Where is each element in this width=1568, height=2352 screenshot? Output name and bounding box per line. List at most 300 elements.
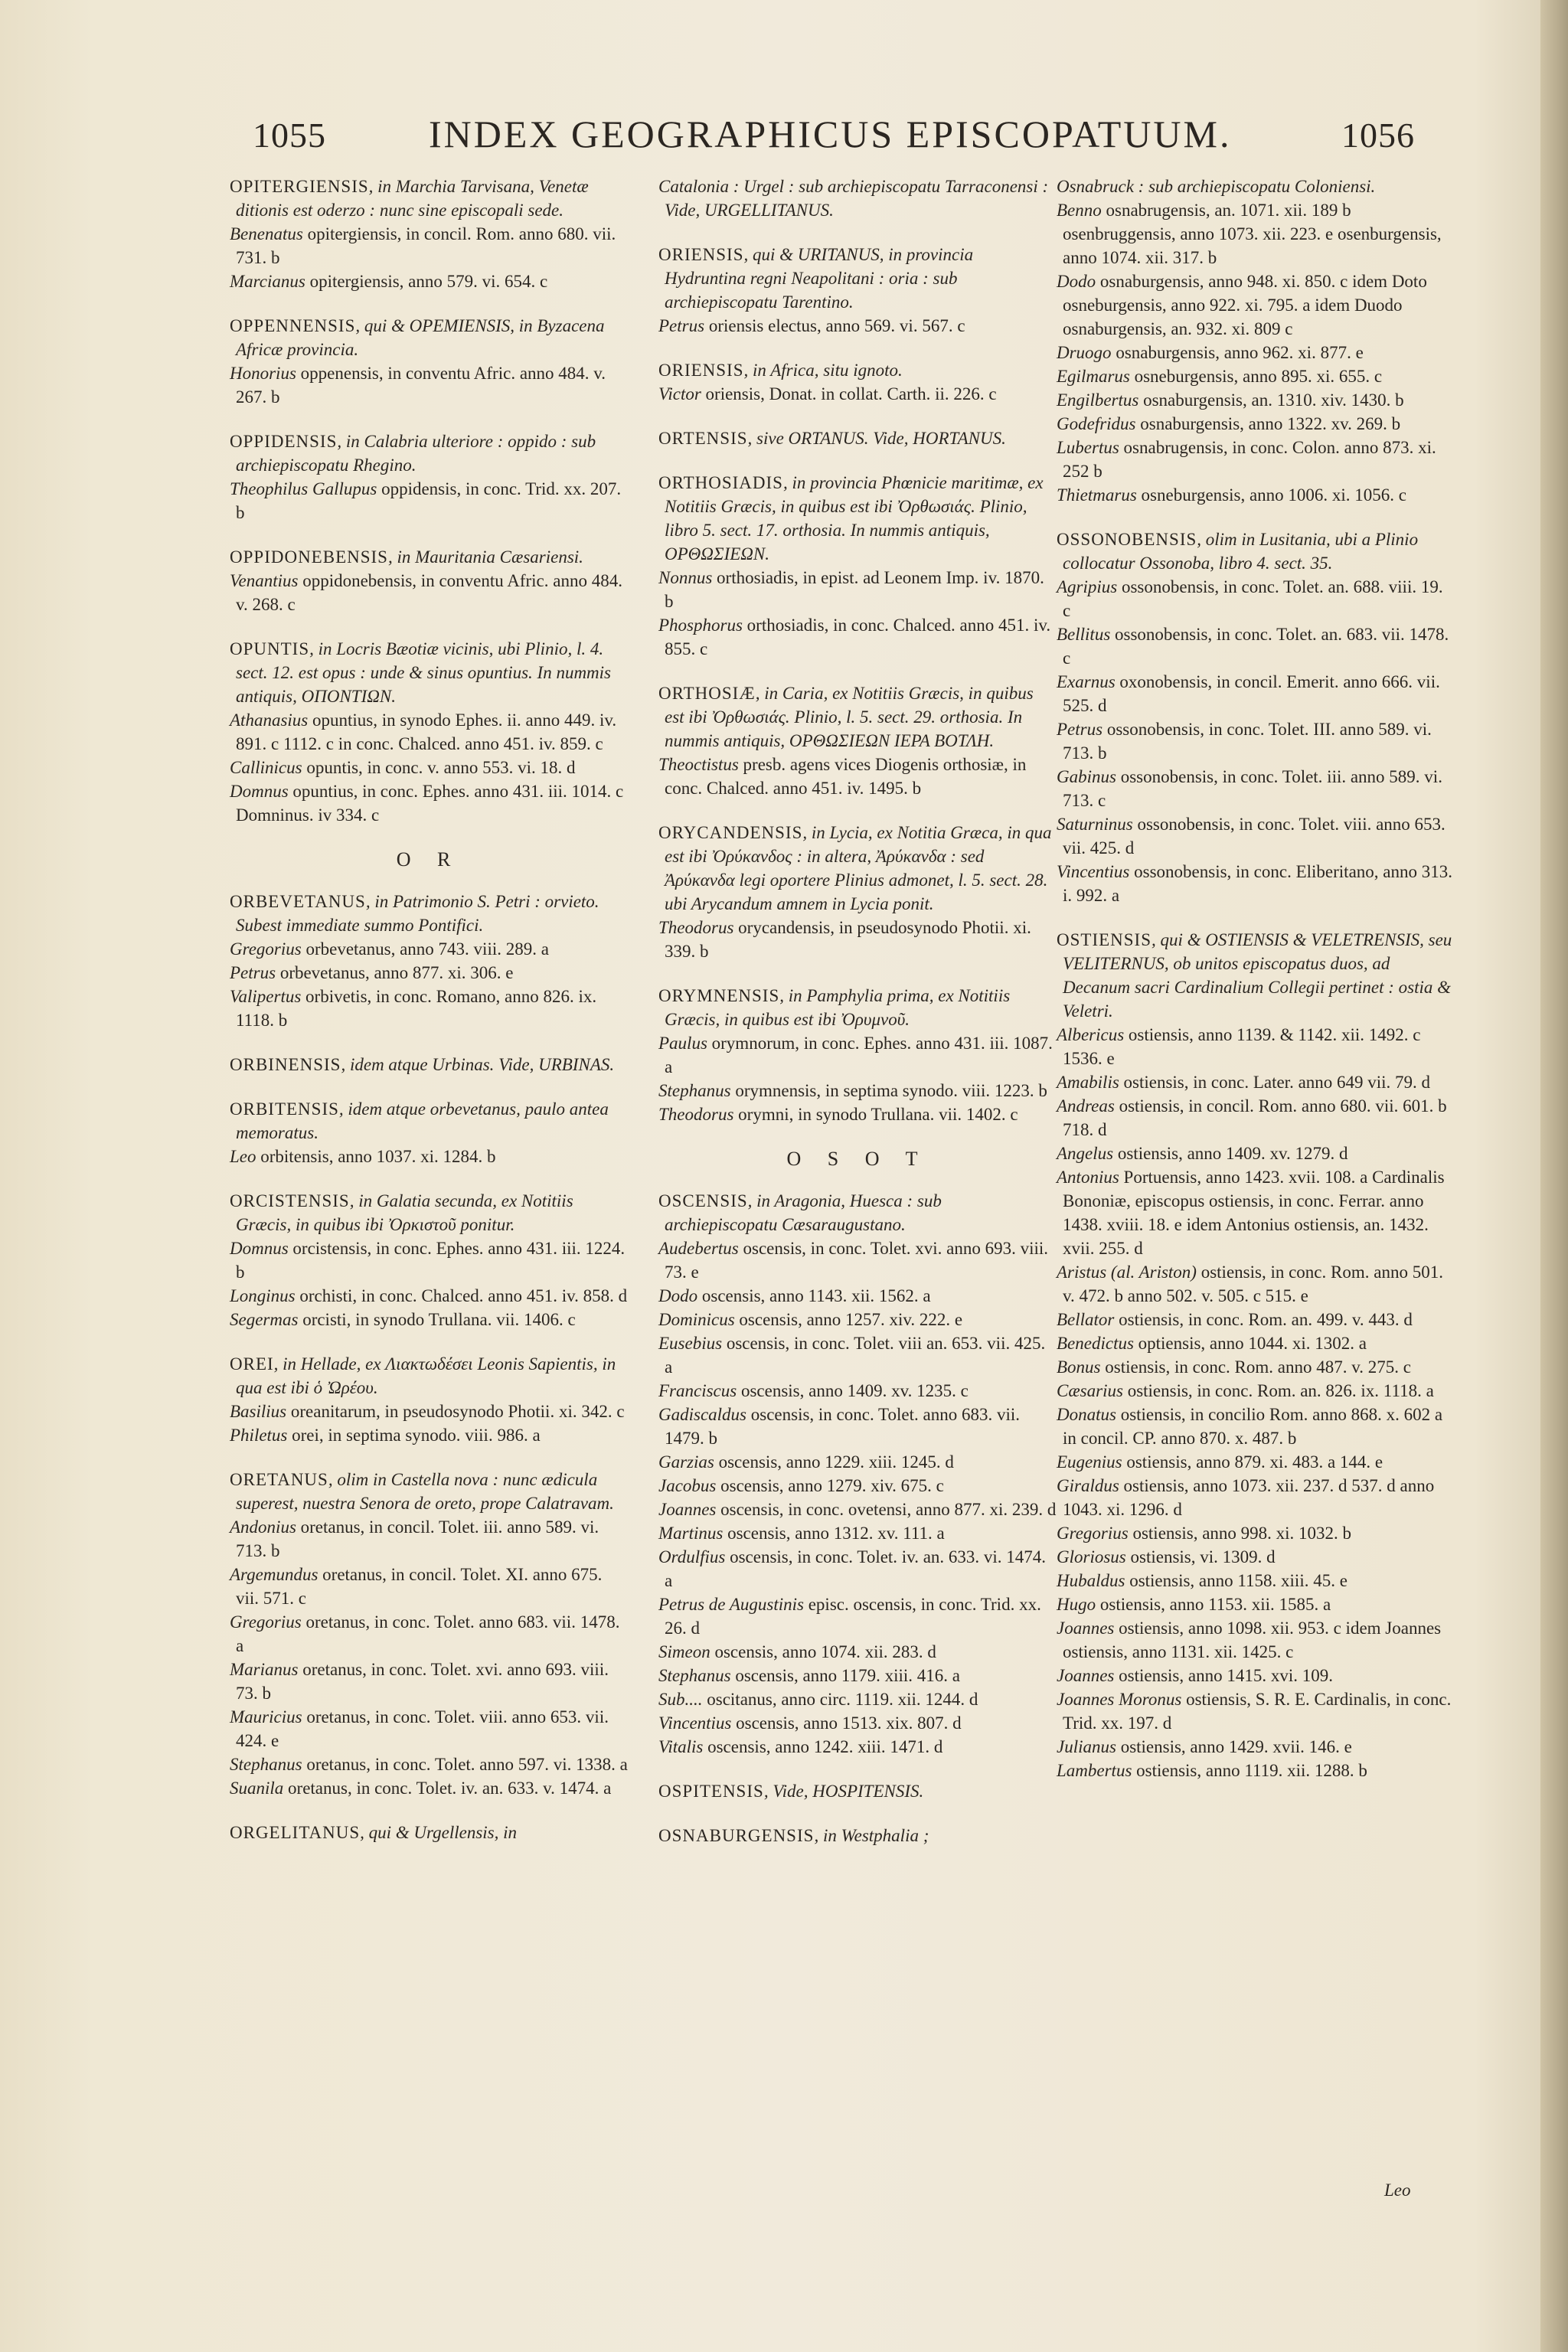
bishop-name: Marcianus [230, 272, 305, 291]
page-number-right: 1056 [1341, 116, 1415, 155]
bishop-line [230, 1400, 628, 1423]
bishop-name: Dodo [1057, 272, 1096, 291]
bishop-line [1057, 198, 1455, 270]
bishop-line [230, 270, 628, 293]
index-entry [658, 471, 1057, 661]
bishop-reference: oriensis electus, anno 569. vi. 567. c [704, 316, 965, 335]
bishop-name: Saturninus [1057, 815, 1133, 834]
bishop-line [230, 1308, 628, 1331]
entry-heading [230, 1097, 628, 1145]
bishop-name: Joannes [658, 1500, 717, 1519]
see-description: , qui & OSTIENSIS & VELETRENSIS, seu VELITERNUS, ob unitos episcopatus duos, ad Decanum sacri Cardinalium Collegii pertinet : ostia & Veletri. [1063, 930, 1452, 1021]
see-description: , in Lycia, ex Notitia Græca, in qua est ibi Ὀρύκανδος : in altera, Ἀρύκανδα : sed Ἀρύκανδα legi oportere Plinius admonet, l. 5. sect. 28. ubi Arycandum amnem in Lycia ponit. [665, 823, 1052, 913]
bishop-line [658, 1498, 1057, 1521]
bishop-name: Vitalis [658, 1737, 704, 1756]
see-description: , in Westphalia ; [814, 1826, 929, 1845]
index-entry [230, 1352, 628, 1447]
bishop-name: Petrus [1057, 720, 1103, 739]
bishop-line [1057, 1474, 1455, 1521]
bishop-line [1057, 1569, 1455, 1592]
entry-heading [658, 681, 1057, 753]
bishop-name: Domnus [230, 1239, 289, 1258]
bishop-line [658, 1308, 1057, 1331]
bishop-name: Valipertus [230, 987, 302, 1006]
bishop-name: Callinicus [230, 758, 302, 777]
bishop-name: Stephanus [658, 1081, 731, 1100]
see-name: ORTENSIS [658, 429, 748, 448]
bishop-name: Bellator [1057, 1310, 1115, 1329]
bishop-reference: oretanus, in concil. Tolet. XI. anno 675. vii. 571. c [236, 1565, 603, 1608]
bishop-line [230, 708, 628, 756]
see-description: , qui & Urgellensis, in [360, 1823, 518, 1842]
bishop-name: Angelus [1057, 1144, 1114, 1163]
index-entry [658, 984, 1057, 1126]
index-entry [658, 175, 1057, 222]
bishop-line [1057, 436, 1455, 483]
bishop-reference: ostiensis, in concilio Rom. anno 868. x. 602 a in concil. CP. anno 870. x. 487. b [1063, 1405, 1443, 1448]
index-entry [1057, 928, 1455, 1782]
bishop-reference: orbivetis, in conc. Romano, anno 826. ix. 1118. b [236, 987, 597, 1030]
bishop-line [1057, 860, 1455, 907]
bishop-reference: ostiensis, anno 1409. xv. 1279. d [1113, 1144, 1348, 1163]
bishop-line [658, 1403, 1057, 1450]
bishop-name: Benenatus [230, 224, 303, 243]
bishop-line [1057, 1592, 1455, 1616]
index-entry [658, 426, 1057, 450]
bishop-reference: orbevetanus, anno 877. xi. 306. e [276, 963, 514, 982]
see-name: ORTHOSIÆ [658, 684, 756, 703]
entry-heading [658, 426, 1057, 450]
bishop-name: Thietmarus [1057, 485, 1137, 505]
see-name: ORETANUS [230, 1470, 328, 1489]
entry-heading [230, 1468, 628, 1515]
bishop-reference: orchisti, in conc. Chalced. anno 451. iv. 858. d [295, 1286, 628, 1305]
bishop-name: Petrus [658, 316, 705, 335]
bishop-reference: orymnensis, in septima synodo. viii. 1223. b [730, 1081, 1047, 1100]
bishop-reference: oppidensis, in conc. Trid. xx. 207. b [236, 479, 622, 522]
bishop-name: Nonnus [658, 568, 713, 587]
entry-heading [658, 984, 1057, 1031]
entry-heading [230, 1352, 628, 1400]
bishop-reference: oreanitarum, in pseudosynodo Photii. xi. 342. c [286, 1402, 625, 1421]
bishop-line [230, 1658, 628, 1705]
entry-heading [658, 1189, 1057, 1236]
entry-heading [230, 1821, 628, 1844]
bishop-name: Aristus (al. Ariston) [1057, 1263, 1197, 1282]
bishop-line [658, 1284, 1057, 1308]
bishop-line [658, 1331, 1057, 1379]
bishop-reference: orthosiadis, in epist. ad Leonem Imp. iv. 1870. b [665, 568, 1044, 611]
bishop-reference: ostiensis, anno 1415. xvi. 109. [1114, 1666, 1333, 1685]
bishop-reference: ostiensis, anno 1119. xii. 1288. b [1132, 1761, 1367, 1780]
bishop-reference: ostiensis, anno 998. xi. 1032. b [1128, 1524, 1352, 1543]
bishop-name: Andreas [1057, 1096, 1115, 1116]
index-entry [658, 1779, 1057, 1803]
see-name: OPUNTIS [230, 639, 310, 658]
see-name: OSSONOBENSIS [1057, 530, 1197, 549]
bishop-name: Druogo [1057, 343, 1112, 362]
bishop-name: Longinus [230, 1286, 296, 1305]
section-divider: O S O T [786, 1148, 929, 1170]
entry-heading [230, 545, 628, 569]
bishop-reference: ossonobensis, in conc. Tolet. viii. anno 653. vii. 425. d [1063, 815, 1446, 858]
bishop-reference: ossonobensis, in conc. Tolet. III. anno 589. vi. 713. b [1063, 720, 1432, 763]
index-entry [658, 1824, 1057, 1847]
bishop-line [1057, 1308, 1455, 1331]
bishop-name: Eusebius [658, 1334, 723, 1353]
bishop-name: Egilmarus [1057, 367, 1130, 386]
bishop-reference: ostiensis, anno 1153. xii. 1585. a [1096, 1595, 1331, 1614]
bishop-name: Petrus de Augustinis [658, 1595, 804, 1614]
bishop-reference: ossonobensis, in conc. Tolet. an. 688. viii. 19. c [1063, 577, 1443, 620]
bishop-reference: oretanus, in conc. Tolet. viii. anno 653. vii. 424. e [236, 1707, 609, 1750]
see-name: ORGELITANUS [230, 1823, 361, 1842]
bishop-line [658, 613, 1057, 661]
entry-heading [230, 175, 628, 222]
bishop-line [1057, 1379, 1455, 1403]
bishop-reference: opuntius, in synodo Ephes. ii. anno 449. iv. 891. c 1112. c in conc. Chalced. anno 451. iv. 859. c [236, 710, 617, 753]
bishop-reference: opuntis, in conc. v. anno 553. vi. 18. d [302, 758, 576, 777]
bishop-line [658, 566, 1057, 613]
bishop-reference: orcisti, in synodo Trullana. vii. 1406. c [298, 1310, 576, 1329]
index-entry [230, 545, 628, 616]
bishop-name: Stephanus [230, 1755, 302, 1774]
bishop-name: Argemundus [230, 1565, 318, 1584]
see-description: , qui & URITANUS, in provincia Hydruntina regni Neapolitani : oria : sub archiepiscopatu Tarentino. [665, 245, 974, 312]
bishop-name: Joannes [1057, 1666, 1115, 1685]
bishop-name: Gregorius [230, 1612, 302, 1632]
bishop-line [658, 1079, 1057, 1102]
entry-heading [658, 1779, 1057, 1803]
entry-heading [658, 821, 1057, 916]
bishop-line [658, 1474, 1057, 1498]
bishop-line [658, 1640, 1057, 1664]
bishop-line [658, 1521, 1057, 1545]
see-description: , in Hellade, ex Λιακτωδέσει Leonis Sapientis, in qua est ibi ὁ Ὠρέου. [236, 1354, 616, 1397]
bishop-name: Ordulfius [658, 1547, 726, 1566]
bishop-reference: oretanus, in concil. Tolet. iii. anno 589. vi. 713. b [236, 1517, 599, 1560]
bishop-name: Dominicus [658, 1310, 735, 1329]
bishop-line [1057, 412, 1455, 436]
bishop-line [230, 1753, 628, 1776]
bishop-reference: ostiensis, in conc. Rom. anno 501. v. 472. b anno 502. v. 505. c 515. e [1063, 1263, 1443, 1305]
see-name: OPPIDONEBENSIS [230, 547, 388, 567]
see-description: , in Patrimonio S. Petri : orvieto. Subest immediate summo Pontifici. [236, 892, 599, 935]
bishop-line [230, 1423, 628, 1447]
bishop-reference: osnaburgensis, anno 962. xi. 877. e [1111, 343, 1364, 362]
page-number-left: 1055 [253, 116, 326, 155]
bishop-line [230, 361, 628, 409]
bishop-line [658, 1236, 1057, 1284]
bishop-line [1057, 270, 1455, 341]
bishop-line [1057, 812, 1455, 860]
index-entry [230, 1468, 628, 1800]
index-entry [658, 243, 1057, 338]
see-description: , in Caria, ex Notitiis Græcis, in quibus est ibi Ὀρθωσιάς. Plinio, l. 5. sect. 29. orthosia. In nummis antiquis, ΟΡΘΩΣΙΕΩΝ ΙΕΡΑ ΒΟΤΛΗ. [665, 684, 1034, 750]
bishop-name: Antonius [1057, 1168, 1119, 1187]
bishop-reference: osneburgensis, anno 1006. xi. 1056. c [1136, 485, 1407, 505]
bishop-name: Agripius [1057, 577, 1118, 596]
bishop-line [1057, 765, 1455, 812]
bishop-name: Exarnus [1057, 672, 1116, 691]
bishop-reference: oscensis, anno 1279. xiv. 675. c [716, 1476, 944, 1495]
bishop-line [658, 1711, 1057, 1735]
see-name: ORIENSIS [658, 245, 744, 264]
bishop-name: Mauricius [230, 1707, 302, 1726]
bishop-name: Phosphorus [658, 616, 743, 635]
bishop-line [1057, 1331, 1455, 1355]
see-name: OSCENSIS [658, 1191, 748, 1210]
bishop-reference: ostiensis, in conc. Later. anno 649 vii. 79. d [1119, 1073, 1431, 1092]
bishop-line [658, 1592, 1057, 1640]
bishop-name: Simeon [658, 1642, 710, 1661]
bishop-line [230, 1236, 628, 1284]
bishop-reference: oscensis, in conc. Tolet. anno 683. vii. 1479. b [665, 1405, 1020, 1448]
see-name: OPITERGIENSIS [230, 177, 369, 196]
see-description: , in Marchia Tarvisana, Venetæ ditionis est oderzo : nunc sine episcopali sede. [236, 177, 589, 220]
bishop-name: Stephanus [658, 1666, 731, 1685]
bishop-reference: ostiensis, anno 1073. xii. 237. d 537. d anno 1043. xi. 1296. d [1063, 1476, 1435, 1519]
bishop-line [1057, 364, 1455, 388]
bishop-reference: oscensis, in conc. Tolet. iv. an. 633. vi. 1474. a [665, 1547, 1047, 1590]
bishop-reference: opitergiensis, in concil. Rom. anno 680. vii. 731. b [236, 224, 616, 267]
bishop-reference: osnaburgensis, anno 1322. xv. 269. b [1135, 414, 1401, 433]
bishop-reference: oscensis, anno 1312. xv. 111. a [723, 1524, 945, 1543]
see-description: , in Aragonia, Huesca : sub archiepiscopatu Cæsaraugustano. [665, 1191, 942, 1234]
bishop-reference: oretanus, in conc. Tolet. anno 597. vi. 1338. a [302, 1755, 628, 1774]
entry-heading [230, 637, 628, 708]
bishop-name: Julianus [1057, 1737, 1116, 1756]
entry-heading [230, 1053, 628, 1076]
bishop-name: Bellitus [1057, 625, 1111, 644]
bishop-reference: oxonobensis, in concil. Emerit. anno 666. vii. 525. d [1063, 672, 1440, 715]
see-description: , sive ORTANUS. Vide, HORTANUS. [747, 429, 1006, 448]
see-description: , in Galatia secunda, ex Notitiis Græcis, in quibus ibi Ὀρκιστοῦ ponitur. [236, 1191, 573, 1234]
bishop-reference: presb. agens vices Diogenis orthosiæ, in conc. Chalced. anno 451. iv. 1495. b [665, 755, 1027, 798]
see-name: ORCISTENSIS [230, 1191, 350, 1210]
bishop-reference: oretanus, in conc. Tolet. xvi. anno 693. viii. 73. b [236, 1660, 609, 1703]
bishop-name: Domnus [230, 782, 289, 801]
bishop-line [1057, 1260, 1455, 1308]
see-description: , idem atque orbevetanus, paulo antea memoratus. [236, 1099, 609, 1142]
bishop-line [1057, 1094, 1455, 1142]
bishop-name: Benedictus [1057, 1334, 1134, 1353]
see-name: ORYMNENSIS [658, 986, 780, 1005]
index-entry [230, 890, 628, 1032]
bishop-name: Joannes Moronus [1057, 1690, 1182, 1709]
bishop-name: Philetus [230, 1426, 288, 1445]
see-name: ORBINENSIS [230, 1055, 341, 1074]
bishop-name: Honorius [230, 364, 296, 383]
bishop-line [230, 1776, 628, 1800]
bishop-reference: oscensis, in conc. ovetensi, anno 877. xi. 239. d [716, 1500, 1057, 1519]
bishop-name: Martinus [658, 1524, 724, 1543]
bishop-name: Cæsarius [1057, 1381, 1123, 1400]
bishop-line [658, 1450, 1057, 1474]
index-entry [230, 1821, 628, 1844]
bishop-reference: orycandensis, in pseudosynodo Photii. xi. 339. b [665, 918, 1031, 961]
bishop-line [658, 916, 1057, 963]
bishop-line [1057, 1735, 1455, 1759]
see-description: , in provincia Phœnicie maritimæ, ex Notitiis Græcis, in quibus est ibi Ὀρθωσιάς. Plinio, libro 5. sect. 17. orthosia. In nummis antiquis, ΟΡΘΩΣΙΕΩΝ. [665, 473, 1044, 564]
see-description: , Vide, HOSPITENSIS. [763, 1782, 924, 1801]
bishop-line [1057, 1687, 1455, 1735]
bishop-name: Suanila [230, 1779, 284, 1798]
bishop-reference: orbitensis, anno 1037. xi. 1284. b [256, 1147, 496, 1166]
bishop-reference: oscensis, in conc. Tolet. viii an. 653. vii. 425. a [665, 1334, 1046, 1377]
bishop-line [1057, 1616, 1455, 1664]
bishop-name: Marianus [230, 1660, 299, 1679]
index-entry [230, 314, 628, 409]
bishop-line [1057, 575, 1455, 622]
see-description: , in Africa, situ ignoto. [743, 361, 903, 380]
bishop-name: Andonius [230, 1517, 296, 1537]
bishop-reference: osneburgensis, anno 895. xi. 655. c [1129, 367, 1383, 386]
see-name: ORIENSIS [658, 361, 744, 380]
bishop-name: Athanasius [230, 710, 309, 730]
bishop-line [1057, 1521, 1455, 1545]
bishop-line [1057, 341, 1455, 364]
bishop-reference: oscensis, anno 1257. xiv. 222. e [734, 1310, 963, 1329]
bishop-name: Gadiscaldus [658, 1405, 746, 1424]
index-entry [230, 637, 628, 827]
bishop-reference: oscensis, anno 1409. xv. 1235. c [737, 1381, 969, 1400]
bishop-name: Albericus [1057, 1025, 1125, 1044]
see-description: , idem atque Urbinas. Vide, URBINAS. [341, 1055, 615, 1074]
bishop-line [230, 569, 628, 616]
bishop-line [1057, 1450, 1455, 1474]
index-entry [230, 1097, 628, 1168]
bishop-reference: oscensis, anno 1229. xiii. 1245. d [714, 1452, 954, 1472]
index-entry [658, 821, 1057, 963]
bishop-line [658, 382, 1057, 406]
bishop-name: Theoctistus [658, 755, 739, 774]
bishop-reference: optiensis, anno 1044. xi. 1302. a [1133, 1334, 1367, 1353]
bishop-line [230, 1610, 628, 1658]
bishop-line [230, 779, 628, 827]
index-entry [1057, 175, 1455, 507]
bishop-line [658, 1545, 1057, 1592]
bishop-name: Gloriosus [1057, 1547, 1126, 1566]
bishop-line [230, 477, 628, 524]
bishop-line [230, 961, 628, 985]
bishop-reference: ostiensis, anno 1098. xii. 953. c idem Joannes ostiensis, anno 1131. xii. 1425. c [1063, 1619, 1442, 1661]
bishop-name: Benno [1057, 201, 1102, 220]
bishop-name: Basilius [230, 1402, 287, 1421]
index-entry [658, 358, 1057, 406]
bishop-reference: oscensis, anno 1143. xii. 1562. a [697, 1286, 931, 1305]
bishop-name: Vincentius [658, 1713, 732, 1733]
bishop-name: Lambertus [1057, 1761, 1132, 1780]
bishop-line [230, 1284, 628, 1308]
bishop-line [1057, 1070, 1455, 1094]
page-title: INDEX GEOGRAPHICUS EPISCOPATUUM. [429, 113, 1232, 155]
see-name: ORBITENSIS [230, 1099, 339, 1119]
bishop-name: Lubertus [1057, 438, 1119, 457]
bishop-reference: oriensis, Donat. in collat. Carth. ii. 226. c [701, 384, 997, 403]
see-description: Osnabruck : sub archiepiscopatu Coloniensi. [1057, 177, 1376, 196]
bishop-line [230, 937, 628, 961]
bishop-reference: ostiensis, anno 879. xi. 483. a 144. e [1122, 1452, 1383, 1472]
see-description: Catalonia : Urgel : sub archiepiscopatu Tarraconensi : Vide, URGELLITANUS. [658, 177, 1049, 220]
bishop-reference: oretanus, in conc. Tolet. iv. an. 633. v. 1474. a [283, 1779, 612, 1798]
see-description: , in Pamphylia prima, ex Notitiis Græcis, in quibus est ibi Ὀρυμνοῦ. [665, 986, 1011, 1029]
entry-heading [1057, 175, 1455, 198]
entry-heading [230, 890, 628, 937]
bishop-reference: oscitanus, anno circ. 1119. xii. 1244. d [702, 1690, 978, 1709]
bishop-name: Giraldus [1057, 1476, 1119, 1495]
bishop-name: Victor [658, 384, 701, 403]
bishop-name: Leo [230, 1147, 256, 1166]
see-name: ORBEVETANUS [230, 892, 366, 911]
entry-heading [230, 1189, 628, 1236]
entry-heading [658, 1824, 1057, 1847]
bishop-reference: ostiensis, anno 1139. & 1142. xii. 1492. c 1536. e [1063, 1025, 1421, 1068]
bishop-line [230, 1705, 628, 1753]
entry-heading [1057, 528, 1455, 575]
bishop-reference: oscensis, anno 1074. xii. 283. d [710, 1642, 936, 1661]
entry-heading [658, 243, 1057, 314]
see-name: OSTIENSIS [1057, 930, 1152, 949]
bishop-line [658, 1102, 1057, 1126]
bishop-line [1057, 1023, 1455, 1070]
bishop-name: Audebertus [658, 1239, 739, 1258]
bishop-line [658, 1664, 1057, 1687]
bishop-reference: ostiensis, in conc. Rom. an. 826. ix. 1118. a [1122, 1381, 1434, 1400]
bishop-name: Joannes [1057, 1619, 1115, 1638]
bishop-line [1057, 1142, 1455, 1165]
bishop-name: Theodorus [658, 918, 734, 937]
bishop-reference: orbevetanus, anno 743. viii. 289. a [301, 939, 549, 959]
bishop-reference: oppenensis, in conventu Afric. anno 484. v. 267. b [236, 364, 606, 407]
index-entry [230, 1189, 628, 1331]
bishop-name: Theodorus [658, 1105, 734, 1124]
bishop-name: Franciscus [658, 1381, 737, 1400]
bishop-reference: ostiensis, vi. 1309. d [1125, 1547, 1276, 1566]
bishop-reference: ostiensis, in conc. Rom. anno 487. v. 275. c [1100, 1357, 1411, 1377]
bishop-line [1057, 717, 1455, 765]
see-description: , in Mauritania Cæsariensi. [387, 547, 583, 567]
bishop-line [1057, 622, 1455, 670]
see-description: , olim in Lusitania, ubi a Plinio collocatur Ossonoba, libro 4. sect. 35. [1063, 530, 1419, 573]
see-description: , in Locris Bæotiæ vicinis, ubi Plinio, l. 4. sect. 12. est opus : unde & sinus opuntius. In nummis antiquis, ΟΠΟΝΤΙΩΝ. [236, 639, 612, 706]
bishop-reference: ostiensis, anno 1429. xvii. 146. e [1116, 1737, 1352, 1756]
bishop-line [1057, 670, 1455, 717]
index-entry [1057, 528, 1455, 907]
column-3 [1057, 175, 1455, 1803]
column-2 [658, 175, 1057, 1868]
bishop-reference: opuntius, in conc. Ephes. anno 431. iii. 1014. c Domninus. iv 334. c [236, 782, 624, 825]
bishop-reference: episc. oscensis, in conc. Trid. xx. 26. d [665, 1595, 1041, 1638]
bishop-reference: oscensis, anno 1179. xiii. 416. a [730, 1666, 960, 1685]
bishop-line [230, 1515, 628, 1563]
see-name: OSPITENSIS [658, 1782, 764, 1801]
bishop-reference: osnabrugensis, an. 1071. xii. 189 b osenbruggensis, anno 1073. xii. 223. e osenburgensis, anno 1074. xii. 317. b [1063, 201, 1442, 267]
bishop-name: Garzias [658, 1452, 714, 1472]
section-divider: O R [396, 848, 462, 871]
bishop-name: Gregorius [230, 939, 302, 959]
bishop-line [658, 1031, 1057, 1079]
bishop-reference: oscensis, in conc. Tolet. xvi. anno 693. viii. 73. e [665, 1239, 1049, 1282]
bishop-line [230, 1563, 628, 1610]
bishop-line [658, 1687, 1057, 1711]
bishop-reference: oscensis, anno 1242. xiii. 1471. d [703, 1737, 943, 1756]
index-entry [230, 175, 628, 293]
bishop-reference: osnabrugensis, in conc. Colon. anno 873. xi. 252 b [1063, 438, 1436, 481]
bishop-name: Gregorius [1057, 1524, 1129, 1543]
bishop-name: Hubaldus [1057, 1571, 1125, 1590]
column-1 [230, 175, 628, 1865]
